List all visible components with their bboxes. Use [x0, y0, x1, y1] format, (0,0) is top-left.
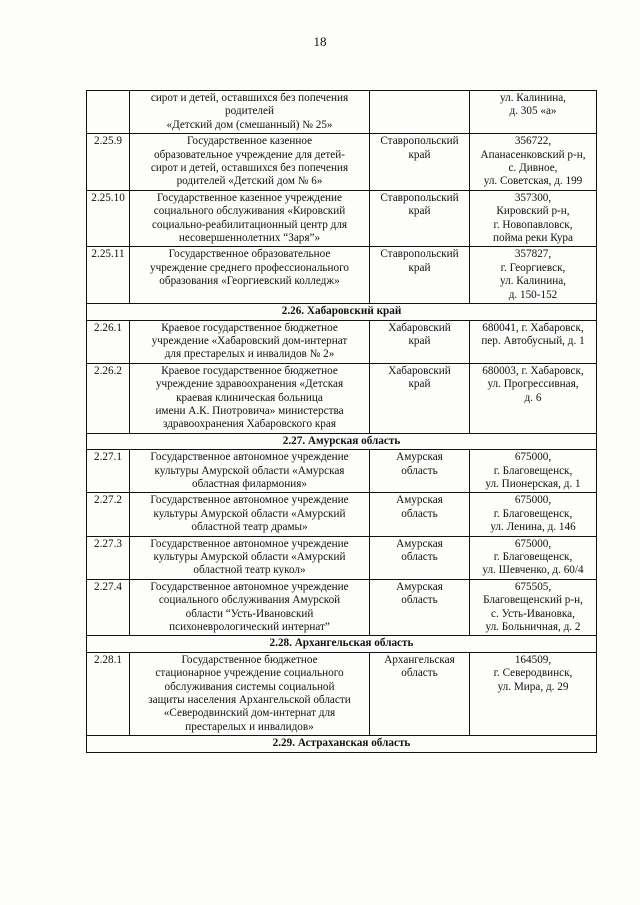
institution-name-line: защиты населения Архангельской области	[148, 694, 351, 707]
section-title: 2.29. Астраханская область	[87, 736, 597, 752]
address-cell-line: ул. Советская, д. 199	[483, 175, 583, 188]
address-cell-line: ул. Калинина,	[500, 275, 566, 288]
address-cell	[470, 91, 597, 134]
region-cell-line: край	[408, 148, 431, 161]
institution-name	[130, 363, 370, 433]
address-cell	[470, 247, 597, 304]
region-cell-line: Амурская	[396, 494, 443, 507]
entry-number: 2.27.4	[87, 579, 130, 636]
institution-name-line: образования «Георгиевский колледж»	[159, 275, 340, 288]
address-cell	[470, 450, 597, 493]
institution-name-line: обслуживания системы социальной	[164, 680, 335, 693]
institution-name-line: Государственное автономное учреждение	[150, 580, 349, 593]
institution-name	[130, 91, 370, 134]
institution-name-line: несовершеннолетних “Заря”»	[178, 232, 321, 245]
institution-name-line: учреждение «Хабаровский дом-интернат	[151, 334, 348, 347]
institution-name	[130, 450, 370, 493]
region-cell	[370, 363, 470, 433]
address-cell-line: 357827,	[514, 248, 552, 261]
address-cell-line: поймa реки Кура	[493, 232, 573, 245]
region-cell	[370, 320, 470, 363]
address-cell-line: Апанасенковский р-н,	[480, 148, 586, 161]
address-cell-line: ул. Шевченко, д. 60/4	[482, 564, 584, 577]
region-cell-line: край	[408, 334, 431, 347]
institution-name	[130, 320, 370, 363]
address-cell-line: г. Северодвинск,	[493, 667, 573, 680]
region-cell	[370, 134, 470, 191]
institution-name-line: родителей	[225, 105, 274, 118]
region-cell	[370, 652, 470, 735]
address-cell	[470, 320, 597, 363]
institution-name-line: психоневрологический интернат”	[169, 621, 330, 634]
institution-name-line: престарелых и инвалидов»	[185, 720, 314, 733]
region-cell-line: Ставропольский	[380, 191, 459, 204]
address-cell-line: ул. Калинина,	[500, 92, 566, 104]
region-cell-line: область	[401, 594, 438, 607]
address-cell-line: ул. Мира, д. 29	[497, 680, 569, 693]
region-cell-line: Амурская	[396, 451, 443, 464]
region-cell-line: Архангельская	[384, 653, 455, 666]
region-cell-line: область	[401, 551, 438, 563]
region-cell-line: край	[408, 205, 431, 218]
entry-number: 2.25.10	[87, 190, 130, 247]
address-cell-line: ул. Прогрессивная,	[487, 378, 579, 391]
section-title: 2.27. Амурская область	[87, 433, 597, 449]
institution-name	[130, 652, 370, 735]
table-row	[87, 493, 597, 536]
region-cell	[370, 493, 470, 536]
entry-number: 2.28.1	[87, 652, 130, 735]
institution-name-line: Государственное образовательное	[168, 248, 331, 261]
region-cell-line: область	[401, 667, 438, 680]
institution-name	[130, 579, 370, 636]
institution-name-line: областная филармония»	[192, 477, 307, 490]
entry-number: 2.25.9	[87, 134, 130, 191]
address-cell-line: ул. Пионерская, д. 1	[485, 477, 581, 490]
region-cell	[370, 91, 470, 134]
address-cell-line: с. Усть-Ивановка,	[491, 607, 575, 620]
address-cell-line: д. 150-152	[508, 288, 558, 301]
institution-name	[130, 134, 370, 191]
registry-table	[86, 90, 597, 753]
institution-name-line: Краевое государственное бюджетное	[161, 321, 338, 334]
table-row	[87, 190, 597, 247]
address-cell-line: г. Благовещенск,	[493, 507, 573, 520]
section-header-row	[87, 636, 597, 652]
address-cell-line: 675000,	[514, 537, 552, 550]
institution-name-line: социального обслуживания «Кировский	[153, 205, 346, 218]
address-cell-line: г. Новопавловск,	[493, 218, 573, 231]
table-row	[87, 579, 597, 636]
institution-name	[130, 190, 370, 247]
institution-name-line: областной театр драмы»	[191, 521, 308, 534]
region-cell	[370, 190, 470, 247]
address-cell-line: 164509,	[514, 653, 552, 666]
address-cell-line: ул. Ленина, д. 146	[490, 521, 576, 534]
entry-number: 2.26.1	[87, 320, 130, 363]
address-cell-line: пер. Автобусный, д. 1	[481, 334, 585, 347]
institution-name-line: культуры Амурской области «Амурский	[153, 507, 346, 520]
institution-name-line: социально-реабилитационный центр для	[151, 218, 348, 231]
section-header-row	[87, 304, 597, 320]
entry-number: 2.25.11	[87, 247, 130, 304]
region-cell-line: Хабаровский	[388, 321, 451, 334]
entry-number: 2.27.2	[87, 493, 130, 536]
address-cell-line: г. Благовещенск,	[493, 464, 573, 477]
institution-name-line: учреждение среднего профессионального	[149, 261, 350, 274]
institution-name-line: сирот и детей, оставшихся без попечения	[150, 162, 349, 175]
address-cell-line: 357300,	[514, 191, 552, 204]
entry-number: 2.27.1	[87, 450, 130, 493]
institution-name-line: «Северодвинский дом-интернат для	[163, 707, 336, 720]
address-cell-line: Благовещенский р-н,	[483, 594, 583, 607]
address-cell	[470, 536, 597, 579]
region-cell-line: Ставропольский	[380, 248, 459, 261]
institution-name-line: сирот и детей, оставшихся без попечения	[150, 92, 349, 104]
address-cell	[470, 579, 597, 636]
region-cell-line: область	[401, 464, 438, 477]
institution-name	[130, 493, 370, 536]
institution-name-line: «Детский дом (смешанный) № 25»	[166, 118, 333, 131]
institution-name-line: областной театр кукол»	[193, 564, 306, 577]
institution-name-line: Краевое государственное бюджетное	[161, 364, 338, 377]
address-cell-line: Кировский р-н,	[496, 205, 570, 218]
region-cell-line: Ставропольский	[380, 135, 459, 148]
institution-name-line: Государственное автономное учреждение	[150, 451, 349, 464]
page-number: 18	[313, 34, 327, 49]
region-cell-line: Хабаровский	[388, 364, 451, 377]
section-title: 2.28. Архангельская область	[87, 636, 597, 652]
address-cell	[470, 363, 597, 433]
address-cell	[470, 652, 597, 735]
address-cell-line: с. Дивное,	[508, 162, 558, 175]
address-cell-line: г. Георгиевск,	[500, 261, 566, 274]
region-cell-line: край	[408, 261, 431, 274]
table-row	[87, 652, 597, 735]
table-row	[87, 450, 597, 493]
address-cell-line: 680003, г. Хабаровск,	[482, 364, 584, 377]
institution-name-line: краевая клиническая больница	[176, 391, 323, 404]
address-cell	[470, 134, 597, 191]
institution-name-line: родителей «Детский дом № 6»	[176, 175, 323, 188]
institution-name-line: имени А.К. Пиотровича» министерства	[155, 404, 344, 417]
institution-name-line: культуры Амурской области «Амурский	[153, 551, 346, 563]
table-row	[87, 91, 597, 134]
institution-name	[130, 247, 370, 304]
institution-name-line: здравоохранения Хабаровского края	[163, 418, 336, 431]
table-row	[87, 320, 597, 363]
table-row	[87, 134, 597, 191]
region-cell-line: край	[408, 378, 431, 391]
institution-name-line: области “Усть-Ивановский	[185, 607, 314, 620]
institution-name-line: для престарелых и инвалидов № 2»	[164, 348, 335, 361]
table-row	[87, 363, 597, 433]
entry-number: 2.26.2	[87, 363, 130, 433]
section-title: 2.26. Хабаровский край	[87, 304, 597, 320]
table-row	[87, 536, 597, 579]
institution-name-line: учреждение здравоохранения «Детская	[155, 378, 344, 391]
address-cell-line: д. 305 «а»	[509, 105, 557, 118]
section-header-row	[87, 433, 597, 449]
region-cell-line: область	[401, 507, 438, 520]
address-cell-line: 675505,	[514, 580, 552, 593]
address-cell-line: 675000,	[514, 451, 552, 464]
entry-number	[87, 91, 130, 134]
registry-table-body	[87, 91, 597, 753]
address-cell-line: 675000,	[514, 494, 552, 507]
institution-name-line: Государственное казенное	[186, 135, 313, 148]
address-cell-line: 356722,	[514, 135, 552, 148]
institution-name-line: стационарное учреждение социального	[155, 667, 344, 680]
region-cell	[370, 450, 470, 493]
institution-name-line: Государственное автономное учреждение	[150, 537, 349, 550]
address-cell-line: д. 6	[524, 391, 542, 404]
entry-number: 2.27.3	[87, 536, 130, 579]
region-cell	[370, 579, 470, 636]
institution-name-line: социального обслуживания Амурской	[158, 594, 341, 607]
region-cell	[370, 536, 470, 579]
region-cell-line: Амурская	[396, 580, 443, 593]
institution-name	[130, 536, 370, 579]
institution-name-line: Государственное бюджетное	[181, 653, 318, 666]
address-cell-line: ул. Больничная, д. 2	[485, 621, 581, 634]
address-cell	[470, 493, 597, 536]
institution-name-line: образовательное учреждение для детей-	[154, 148, 345, 161]
institution-name-line: культуры Амурской области «Амурская	[154, 464, 345, 477]
institution-name-line: Государственное казенное учреждение	[156, 191, 342, 204]
table-row	[87, 247, 597, 304]
institution-name-line: Государственное автономное учреждение	[150, 494, 349, 507]
region-cell-line: Амурская	[396, 537, 443, 550]
address-cell-line: г. Благовещенск,	[493, 551, 573, 563]
address-cell	[470, 190, 597, 247]
address-cell-line: 680041, г. Хабаровск,	[482, 321, 584, 334]
region-cell	[370, 247, 470, 304]
section-header-row	[87, 736, 597, 752]
